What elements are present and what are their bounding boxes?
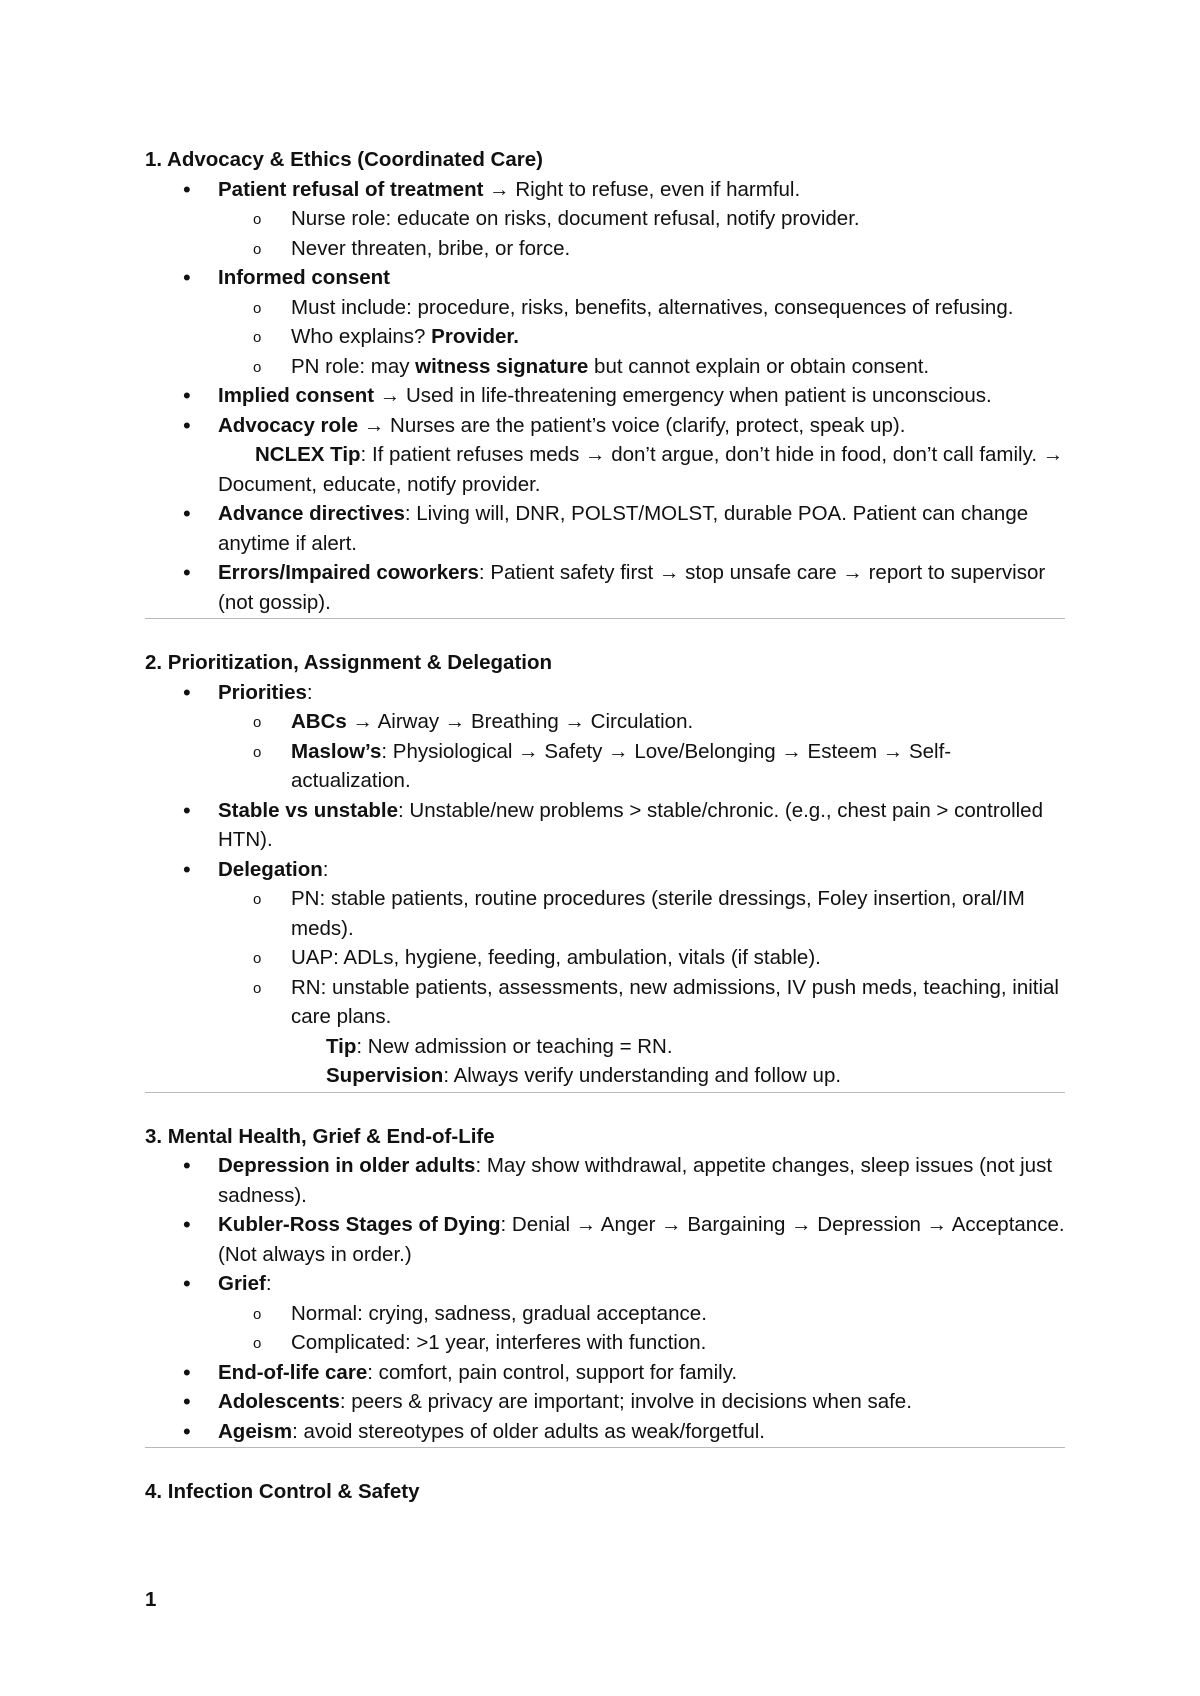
- list-item: • Ageism: avoid stereotypes of older adults as weak/forgetful.: [145, 1417, 1065, 1447]
- sub-list: [218, 293, 1065, 382]
- section-infection-control: [145, 1477, 1065, 1508]
- list-item: • Implied consent → Used in life-threatening emergency when patient is unconscious.: [145, 381, 1065, 411]
- bullet-list: [145, 499, 1065, 617]
- list-item: • Delegation: o PN: stable patients, routine procedures (sterile dressings, Foley insertion, oral/IM meds). o UAP: ADLs, hygiene, feeding, ambulation, vitals (if stable). o RN: unstable patients, assessments, new admissions, IV push meds, teaching, initial care plans.: [145, 855, 1065, 1032]
- list-item: • Advance directives: Living will, DNR, POLST/MOLST, durable POA. Patient can change anytime if alert.: [145, 499, 1065, 558]
- delegation-tip: Tip: New admission or teaching = RN.: [326, 1034, 673, 1058]
- sub-list: [218, 1299, 1065, 1358]
- sub-list-item: o Maslow’s: Physiological → Safety → Love/Belonging → Esteem → Self-actualization.: [145, 737, 1065, 796]
- sub-list-item: o Nurse role: educate on risks, document refusal, notify provider.: [145, 204, 1065, 234]
- list-item: • Errors/Impaired coworkers: Patient safety first → stop unsafe care → report to supervisor (not gossip).: [145, 558, 1065, 617]
- sub-list-item: o Must include: procedure, risks, benefits, alternatives, consequences of refusing.: [145, 293, 1065, 323]
- sub-list: [218, 707, 1065, 796]
- sub-list-item: o ABCs → Airway → Breathing → Circulation.: [145, 707, 1065, 737]
- list-item: • End-of-life care: comfort, pain control, support for family.: [145, 1358, 1065, 1388]
- sub-list-item: o Never threaten, bribe, or force.: [145, 234, 1065, 264]
- sub-list-item: o PN: stable patients, routine procedures (sterile dressings, Foley insertion, oral/IM meds).: [145, 884, 1065, 943]
- section-title: 4. Infection Control & Safety: [145, 1480, 420, 1503]
- sub-list-item: o PN role: may witness signature but cannot explain or obtain consent.: [145, 352, 1065, 382]
- list-item: • Patient refusal of treatment → Right to refuse, even if harmful. o Nurse role: educate on risks, document refusal, notify provider. o Never threaten, bribe, or force.: [145, 175, 1065, 264]
- sub-list-item: o Normal: crying, sadness, gradual acceptance.: [145, 1299, 1065, 1329]
- section-title: 2. Prioritization, Assignment & Delegation: [145, 651, 553, 674]
- bullet-list: [145, 175, 1065, 441]
- list-item: • Stable vs unstable: Unstable/new problems > stable/chronic. (e.g., chest pain > controlled HTN).: [145, 796, 1065, 855]
- list-item: • Depression in older adults: May show withdrawal, appetite changes, sleep issues (not just sadness).: [145, 1151, 1065, 1210]
- section-title: 3. Mental Health, Grief & End-of-Life: [145, 1124, 495, 1148]
- page-number: 1: [145, 1588, 157, 1611]
- list-item: • Priorities: o ABCs → Airway → Breathing → Circulation. o Maslow’s: Physiological → Safety → Love/Belonging → Esteem → Self-actualization.: [145, 678, 1065, 796]
- bullet-list: [145, 678, 1065, 1032]
- sub-list: [218, 884, 1065, 1032]
- section-prioritization: [145, 648, 1065, 1093]
- list-item: • Advocacy role → Nurses are the patient’s voice (clarify, protect, speak up).: [145, 411, 1065, 441]
- section-mental-health: [145, 1122, 1065, 1449]
- sub-list-item: o UAP: ADLs, hygiene, feeding, ambulation, vitals (if stable).: [145, 943, 1065, 973]
- bullet-list: [145, 1151, 1065, 1446]
- document-page: [145, 145, 1065, 1508]
- list-item: • Informed consent o Must include: procedure, risks, benefits, alternatives, consequences of refusing. o Who explains? Provider. o PN role: may witness signature but cannot explain or obtain consent.: [145, 263, 1065, 381]
- supervision-tip: Supervision: Always verify understanding and follow up.: [326, 1064, 842, 1087]
- section-advocacy-ethics: [145, 145, 1065, 619]
- sub-list-item: o RN: unstable patients, assessments, new admissions, IV push meds, teaching, initial care plans.: [145, 973, 1065, 1032]
- list-item: • Grief: o Normal: crying, sadness, gradual acceptance. o Complicated: >1 year, interferes with function.: [145, 1269, 1065, 1358]
- sub-list-item: o Who explains? Provider.: [145, 322, 1065, 352]
- list-item: • Kubler-Ross Stages of Dying: Denial → Anger → Bargaining → Depression → Acceptance. (Not always in order.): [145, 1210, 1065, 1269]
- list-item: • Adolescents: peers & privacy are important; involve in decisions when safe.: [145, 1387, 1065, 1417]
- sub-list: [218, 204, 1065, 263]
- sub-list-item: o Complicated: >1 year, interferes with function.: [145, 1328, 1065, 1358]
- nclex-tip: NCLEX Tip: If patient refuses meds → don’t argue, don’t hide in food, don’t call family. → Document, educate, notify provider.: [218, 443, 1064, 496]
- section-title: 1. Advocacy & Ethics (Coordinated Care): [145, 148, 543, 171]
